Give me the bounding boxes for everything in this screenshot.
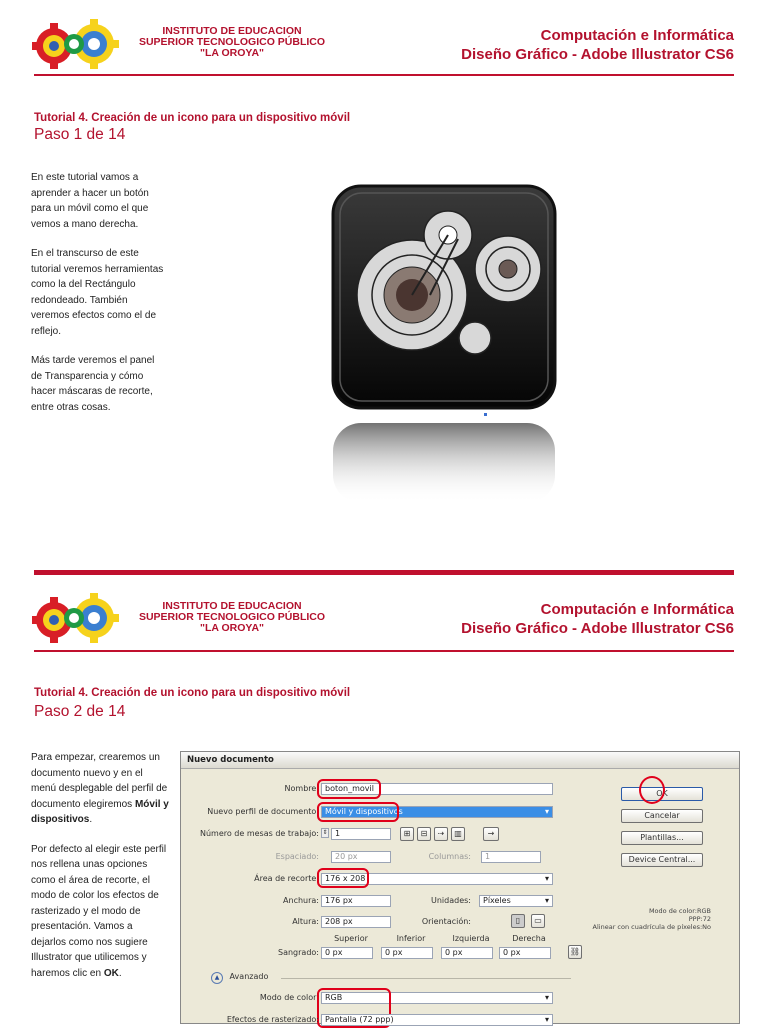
layout-direction-button[interactable]: → xyxy=(483,827,499,841)
orientation-label: Orientación: xyxy=(421,917,471,926)
units-label: Unidades: xyxy=(431,896,471,905)
color-mode-select[interactable]: RGB ▾ xyxy=(321,992,553,1004)
name-label: Nombre: xyxy=(284,784,319,793)
arrange-column-button[interactable]: ▥ xyxy=(451,827,465,841)
highlight-profile xyxy=(317,802,399,822)
arrange-row-button[interactable]: ⊟ xyxy=(417,827,431,841)
step1-text xyxy=(31,170,166,429)
bleed-top-label: Superior xyxy=(334,934,368,943)
artboards-label: Número de mesas de trabajo: xyxy=(199,829,319,838)
bleed-right-input[interactable]: 0 px xyxy=(499,947,551,959)
tutorial-title: Tutorial 4. Creación de un icono para un dispositivo móvil xyxy=(34,687,351,699)
chevron-up-icon: ▲ xyxy=(211,972,223,984)
advanced-divider xyxy=(281,978,571,979)
raster-select[interactable]: Pantalla (72 ppp) ▾ xyxy=(321,1014,553,1026)
columns-input[interactable]: 1 xyxy=(481,851,541,863)
bleed-top-input[interactable]: 0 px xyxy=(321,947,373,959)
width-input[interactable]: 176 px xyxy=(321,895,391,907)
institute-name: INSTITUTO DE EDUCACION SUPERIOR TECNOLOGICO PÚBLICO "LA OROYA" xyxy=(138,25,326,59)
advanced-toggle[interactable]: ▲ Avanzado xyxy=(211,972,268,984)
bleed-bottom-label: Inferior xyxy=(396,934,426,943)
header-rule xyxy=(34,650,734,652)
dialog-title: Nuevo documento xyxy=(181,752,739,769)
profile-label: Nuevo perfil de documento: xyxy=(191,807,319,816)
institute-name: INSTITUTO DE EDUCACION SUPERIOR TECNOLOGICO PÚBLICO "LA OROYA" xyxy=(138,600,326,634)
subject-title: Diseño Gráfico - Adobe Illustrator CS6 xyxy=(461,46,734,63)
bleed-left-input[interactable]: 0 px xyxy=(441,947,493,959)
step2-text xyxy=(31,750,169,995)
page-separator xyxy=(34,570,734,575)
bleed-left-label: Izquierda xyxy=(452,934,490,943)
width-label: Anchura: xyxy=(283,896,319,905)
columns-label: Columnas: xyxy=(428,852,471,861)
device-central-button[interactable]: Device Central... xyxy=(621,853,703,867)
tutorial-title: Tutorial 4. Creación de un icono para un dispositivo móvil xyxy=(34,112,351,124)
cancel-button[interactable]: Cancelar xyxy=(621,809,703,823)
artboard-size-label: Área de recorte: xyxy=(254,874,319,883)
step-counter: Paso 1 de 14 xyxy=(34,126,126,143)
portrait-button[interactable]: ▯ xyxy=(511,914,525,928)
spacing-label: Espaciado: xyxy=(275,852,319,861)
subject-title: Diseño Gráfico - Adobe Illustrator CS6 xyxy=(461,620,734,637)
bleed-label: Sangrado: xyxy=(278,948,319,957)
highlight-ok xyxy=(639,776,665,804)
artboards-spinner[interactable]: ⇕ xyxy=(322,829,328,836)
course-header xyxy=(461,26,734,64)
height-label: Altura: xyxy=(292,917,319,926)
paragraph: En el transcurso de este tutorial veremos herramientas como la del Rectángulo redondeado. También veremos efectos como el de reflejo. xyxy=(31,248,164,337)
course-title: Computación e Informática xyxy=(540,27,734,44)
profile-select[interactable]: Móvil y dispositivos ▾ xyxy=(321,806,553,818)
header-rule xyxy=(34,74,734,76)
gear-app-icon xyxy=(330,183,560,503)
artboard-size-select[interactable]: 176 x 208 ▾ xyxy=(321,873,553,885)
arrange-grid-button[interactable]: ⊞ xyxy=(400,827,414,841)
name-input[interactable]: boton_movil xyxy=(321,783,553,795)
raster-label: Efectos de rasterizado: xyxy=(226,1015,319,1024)
course-header xyxy=(461,600,734,638)
highlight-artboard xyxy=(317,868,369,888)
color-mode-label: Modo de color: xyxy=(259,993,319,1002)
paragraph: Por defecto al elegir este perfil nos rellena unas opciones como el área de recorte, el modo de color los efectos de rasterizado y el modo de presentación. Vamos a dejarlos como nos sugiere Illustrator que utilicemos y haremos clic en OK. xyxy=(31,843,167,979)
artboards-input[interactable]: 1 xyxy=(331,828,391,840)
highlight-name xyxy=(317,779,381,799)
course-title: Computación e Informática xyxy=(540,601,734,618)
step-counter: Paso 2 de 14 xyxy=(34,703,126,720)
height-input[interactable]: 208 px xyxy=(321,916,391,928)
units-select[interactable]: Píxeles ▾ xyxy=(479,895,553,907)
paragraph: Más tarde veremos el panel de Transparencia y cómo hacer máscaras de recorte, entre otras cosas. xyxy=(31,355,155,413)
templates-button[interactable]: Plantillas... xyxy=(621,831,703,845)
bleed-right-label: Derecha xyxy=(512,934,546,943)
bleed-bottom-input[interactable]: 0 px xyxy=(381,947,433,959)
arrange-arrow-button[interactable]: ⇢ xyxy=(434,827,448,841)
new-document-dialog xyxy=(180,751,740,1024)
landscape-button[interactable]: ▭ xyxy=(531,914,545,928)
ok-button[interactable]: OK xyxy=(621,787,703,801)
paragraph: En este tutorial vamos a aprender a hacer un botón para un móvil como el que vemos a mano derecha. xyxy=(31,172,149,230)
spacing-input[interactable]: 20 px xyxy=(331,851,391,863)
paragraph: Para empezar, crearemos un documento nuevo y en el menú desplegable del perfil de documento elegiremos Móvil y dispositivos. xyxy=(31,752,169,825)
link-bleed-button[interactable]: ⛓ xyxy=(568,945,582,959)
document-info: Modo de color:RGB PPP:72 Alinear con cuadrícula de píxeles:No xyxy=(592,907,711,931)
